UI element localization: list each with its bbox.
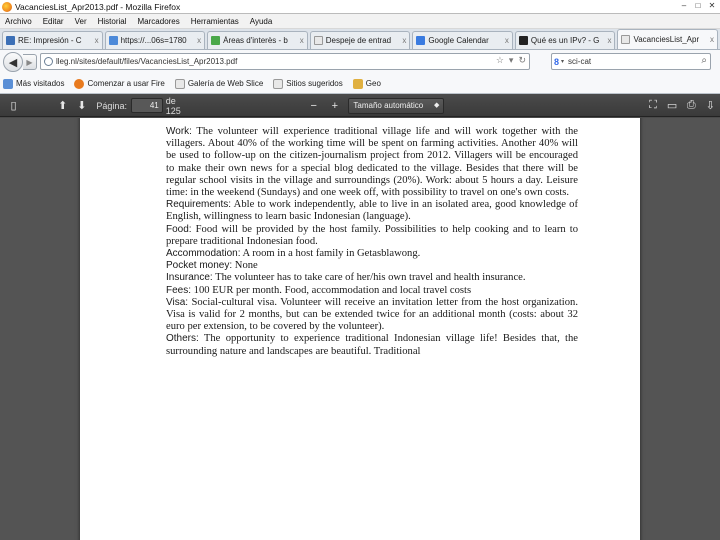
tab-label: RE: Impresión - C	[18, 36, 82, 45]
window-title: VacanciesList_Apr2013.pdf - Mozilla Firefox	[15, 1, 181, 12]
tab-close-icon[interactable]: x	[299, 36, 304, 45]
tab-label: Google Calendar	[428, 36, 489, 45]
bookmark-label: Comenzar a usar Fire	[87, 79, 165, 88]
tab-favicon-icon	[314, 36, 323, 45]
tab-label: VacanciesList_Apr	[633, 35, 700, 44]
menu-ayuda[interactable]: Ayuda	[249, 16, 273, 26]
plus-icon: +	[331, 99, 339, 112]
previous-page-button[interactable]	[53, 97, 72, 115]
field-label: Others:	[166, 333, 199, 345]
page-number-input[interactable]: 41	[131, 98, 163, 113]
bookmark-item[interactable]	[353, 79, 381, 89]
menu-marcadores[interactable]: Marcadores	[137, 16, 180, 26]
paragraph-accommodation	[166, 248, 578, 260]
bookmark-item[interactable]	[74, 79, 164, 89]
search-engine-logo-icon[interactable]: 8	[554, 56, 560, 67]
field-label: Visa:	[166, 296, 189, 308]
pdf-page	[80, 118, 640, 540]
field-text: Able to work independently, able to live in an isolated area, good knowledge of English, willingness to learn basic Indonesian (language).	[166, 199, 578, 223]
paragraph-work	[166, 126, 578, 199]
tab-close-icon[interactable]: x	[402, 36, 407, 45]
bookmark-item[interactable]	[3, 79, 64, 89]
tab-item[interactable]	[515, 31, 616, 49]
paragraph-requirements	[166, 199, 578, 223]
paragraph-others	[166, 333, 578, 357]
menu-herramientas[interactable]: Herramientas	[190, 16, 239, 26]
search-box[interactable]	[551, 53, 711, 70]
field-label: Accommodation:	[166, 248, 241, 260]
field-label: Pocket money:	[166, 260, 233, 272]
tab-label: Qué es un IPv? - G	[530, 36, 600, 45]
menu-historial[interactable]: Historial	[97, 16, 127, 26]
zoom-select-value: Tamaño automático	[353, 100, 424, 110]
zoom-select[interactable]	[348, 98, 444, 114]
field-text: Food will be provided by the host family. Possibilities to help cooking and to learn to prepare traditional Indonesian food.	[166, 223, 578, 247]
tab-favicon-icon	[109, 36, 118, 45]
tab-favicon-icon	[621, 35, 630, 44]
next-page-button[interactable]	[72, 97, 91, 115]
maximize-button[interactable]: □	[695, 1, 701, 10]
field-text: The volunteer will experience traditional village life and will work together with the villagers. About 40% of the working time will be spent on farming activities. Another 40% will be used to follow-up on the citizen-journalism project from 2012. Villagers will be encouraged to make their own news for a special blog dedicated to the village. Besides that there will be regular school visits in the village and surroundings (20%). Work: about 5 hours a day. Leisure time: in the weekend (Sundays) and one week off, with possibility to travel on one's own costs.	[166, 126, 578, 199]
tab-label: Áreas d'interès - b	[223, 36, 288, 45]
paragraph-visa	[166, 297, 578, 334]
tab-item[interactable]	[412, 31, 513, 49]
tab-strip	[0, 29, 720, 50]
globe-icon	[44, 57, 53, 66]
pdf-viewer[interactable]	[0, 118, 720, 540]
page-label: Página:	[96, 100, 127, 111]
bookmark-favicon-icon	[273, 79, 283, 89]
tab-label: https://...06s=1780	[120, 36, 187, 45]
url-actions	[496, 55, 526, 66]
tab-item-active[interactable]	[617, 29, 718, 49]
tab-item[interactable]	[207, 31, 308, 49]
firefox-logo-icon	[2, 2, 12, 12]
tab-close-icon[interactable]: x	[94, 36, 99, 45]
tab-favicon-icon	[416, 36, 425, 45]
reload-icon[interactable]: ↻	[518, 55, 526, 65]
page-total: de 125	[165, 95, 181, 116]
bookmark-item[interactable]	[273, 79, 342, 89]
tab-item[interactable]	[310, 31, 411, 49]
window-controls	[678, 1, 718, 12]
pdf-toolbar	[0, 95, 720, 117]
chevron-down-icon: ◆	[434, 101, 440, 109]
sidebar-toggle-icon[interactable]: ▯	[10, 100, 17, 112]
field-label: Requirements:	[166, 199, 232, 211]
bookmark-label: Galería de Web Slice	[187, 79, 264, 88]
bookmark-favicon-icon	[175, 79, 185, 89]
field-label: Fees:	[166, 284, 192, 296]
window-titlebar	[0, 0, 720, 14]
menu-editar[interactable]: Editar	[42, 16, 64, 26]
tab-close-icon[interactable]: x	[710, 35, 715, 44]
dropdown-arrow-icon[interactable]: ▾	[508, 55, 514, 65]
paragraph-insurance	[166, 272, 578, 284]
navigation-bar	[0, 50, 720, 74]
open-file-icon[interactable]: ▭	[666, 100, 678, 112]
tab-favicon-icon	[519, 36, 528, 45]
tab-item[interactable]	[105, 31, 206, 49]
menu-ver[interactable]: Ver	[74, 16, 87, 26]
field-text: 100 EUR per month. Food, accommodation and local travel costs	[191, 284, 472, 296]
bookmark-favicon-icon	[3, 79, 13, 89]
bookmark-item[interactable]	[175, 79, 263, 89]
download-icon[interactable]: ⇩	[705, 100, 715, 112]
arrow-down-icon: ⬇	[77, 100, 87, 112]
back-arrow-icon: ◀	[8, 56, 18, 69]
search-icon[interactable]: ⌕	[701, 55, 707, 66]
zoom-out-button[interactable]	[304, 97, 323, 115]
forward-button[interactable]	[23, 54, 37, 70]
field-text: A room in a host family in Getasblawong.	[240, 248, 421, 260]
menu-archivo[interactable]: Archivo	[5, 16, 32, 26]
back-button[interactable]	[3, 52, 23, 72]
tab-item[interactable]	[2, 31, 103, 49]
field-text: The volunteer has to take care of her/his own travel and health insurance.	[212, 272, 526, 284]
url-bar[interactable]	[40, 53, 530, 70]
page-text	[166, 126, 578, 358]
tab-close-icon[interactable]: x	[607, 36, 612, 45]
tab-favicon-icon	[211, 36, 220, 45]
minus-icon: −	[310, 99, 317, 112]
paragraph-pocket-money	[166, 260, 578, 272]
tab-close-icon[interactable]: x	[504, 36, 509, 45]
engine-dropdown-icon[interactable]: ▾	[561, 59, 565, 65]
print-icon[interactable]: ⎙	[686, 99, 696, 111]
tab-favicon-icon	[6, 36, 15, 45]
minimize-button[interactable]: –	[681, 1, 687, 10]
field-label: Work:	[166, 126, 192, 137]
arrow-up-icon: ⬆	[58, 100, 68, 112]
fullscreen-icon[interactable]: ⛶	[649, 99, 657, 111]
tab-close-icon[interactable]: x	[197, 36, 202, 45]
zoom-in-button[interactable]	[325, 97, 344, 115]
search-query[interactable]: sci-cat	[568, 57, 592, 66]
bookmark-favicon-icon	[353, 79, 363, 89]
bookmarks-toolbar	[0, 74, 720, 94]
field-text: The opportunity to experience traditional Indonesian village life! Besides that, the surrounding nature and landscapes are beautiful. Traditional	[166, 333, 578, 357]
page-top-fragment	[166, 118, 578, 123]
bookmark-label: Sitios sugeridos	[286, 79, 343, 88]
paragraph-fees	[166, 285, 578, 297]
paragraph-food	[166, 224, 578, 248]
tab-label: Despeje de entrad	[325, 36, 392, 45]
menu-bar	[0, 14, 720, 29]
close-window-button[interactable]: ✕	[708, 1, 716, 10]
field-text: None	[232, 260, 258, 272]
bookmark-label: Más visitados	[16, 79, 65, 88]
bookmark-favicon-icon	[74, 79, 84, 89]
url-text[interactable]: lleg.nl/sites/default/files/VacanciesList_Apr2013.pdf	[56, 57, 238, 66]
forward-arrow-icon: ▶	[26, 57, 33, 67]
bookmark-star-icon[interactable]: ☆	[495, 55, 504, 65]
field-label: Food:	[166, 223, 192, 235]
field-label: Insurance:	[166, 272, 213, 284]
field-text: Social-cultural visa. Volunteer will receive an invitation letter from the host organization. Visa is valid for 2 months, but can be extended twice for an additional month (costs: about 32 euro per extension, to be covered by the volunteer).	[166, 296, 578, 333]
bookmark-label: Geo	[365, 79, 381, 88]
